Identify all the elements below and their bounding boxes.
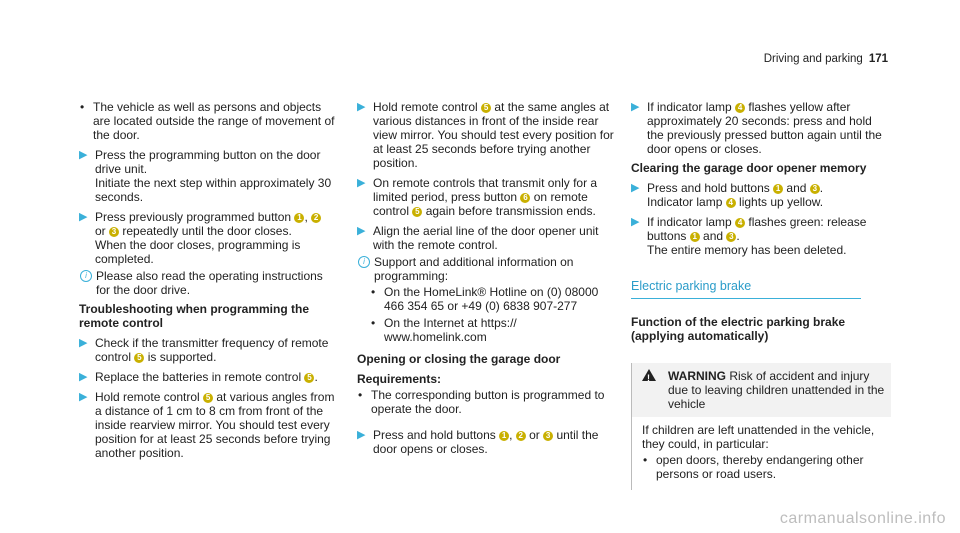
page-header <box>764 53 888 65</box>
callout-number: 4 <box>735 218 745 228</box>
callout-number: 1 <box>499 431 509 441</box>
callout-number: 1 <box>294 213 304 223</box>
callout-number: 3 <box>726 232 736 242</box>
callout-number: 3 <box>810 184 820 194</box>
callout-number: 5 <box>203 393 213 403</box>
callout-number: 4 <box>735 103 745 113</box>
callout-number: 3 <box>543 431 553 441</box>
arrow-icon: ▶ <box>79 391 88 403</box>
info-icon: i <box>80 270 92 282</box>
arrow-icon: ▶ <box>357 177 366 189</box>
callout-number: 3 <box>109 227 119 237</box>
note: i Please also read the operating instructions for the door drive. <box>79 269 339 297</box>
arrow-icon: ▶ <box>79 149 88 161</box>
arrow-icon: ▶ <box>631 101 640 113</box>
info-icon: i <box>358 256 370 268</box>
step: ▶ Press previously programmed button 1 , 2 or 3 repeatedly until the door closes. When the door closes, programming is completed. <box>79 210 339 266</box>
list-item: • The corresponding button is programmed to operate the door. <box>357 388 617 416</box>
step: ▶ Align the aerial line of the door opener unit with the remote control. <box>357 224 599 252</box>
callout-number: 6 <box>520 193 530 203</box>
warning-box: ! WARNING Risk of accident and injury due to leaving children unattended in the vehicle If children are left unattended in the vehicle, they could, in particular: • open doors, thereby endangering other persons or road users. <box>631 363 891 490</box>
step: ▶ Press and hold buttons 1 , 2 or 3 until the door opens or closes. <box>357 428 599 456</box>
step: ▶ Hold remote control 5 at the same angles at various distances in front of the inside rear view mirror. You should test every position for at least 25 seconds before trying another position. <box>357 100 614 170</box>
section-heading: Electric parking brake <box>631 279 861 299</box>
heading: Function of the electric parking brake (applying automatically) <box>631 315 846 343</box>
callout-number: 2 <box>311 213 321 223</box>
subheading: Requirements: <box>357 372 442 386</box>
arrow-icon: ▶ <box>79 371 88 383</box>
step: ▶ Press and hold buttons 1 and 3 . Indicator lamp 4 lights up yellow. <box>631 181 824 209</box>
step: ▶ If indicator lamp 4 flashes yellow after approximately 20 seconds: press and hold the previously pressed button again until the door opens or closes. <box>631 100 882 156</box>
column-3 <box>631 100 891 490</box>
heading: Opening or closing the garage door <box>357 352 561 366</box>
callout-number: 1 <box>690 232 700 242</box>
list-item: • On the HomeLink® Hotline on (0) 08000 466 354 65 or +49 (0) 6838 907-277 <box>357 285 617 313</box>
callout-number: 5 <box>134 353 144 363</box>
callout-number: 1 <box>773 184 783 194</box>
step: ▶ Replace the batteries in remote control 5 . <box>79 370 318 384</box>
arrow-icon: ▶ <box>631 182 640 194</box>
heading: Clearing the garage door opener memory <box>631 161 867 175</box>
arrow-icon: ▶ <box>357 225 366 237</box>
callout-number: 5 <box>481 103 491 113</box>
step: ▶ Press the programming button on the door drive unit. Initiate the next step within approximately 30 seconds. <box>79 148 332 204</box>
callout-number: 5 <box>412 207 422 217</box>
callout-number: 2 <box>516 431 526 441</box>
arrow-icon: ▶ <box>79 337 88 349</box>
watermark: carmanualsonline.info <box>779 510 946 527</box>
arrow-icon: ▶ <box>357 101 366 113</box>
warning-icon: ! <box>642 369 656 381</box>
note: i Support and additional information on programming: <box>357 255 617 283</box>
list-item: • The vehicle as well as persons and objects are located outside the range of movement of the door. <box>79 100 339 142</box>
arrow-icon: ▶ <box>357 429 366 441</box>
list-item: • open doors, thereby endangering other persons or road users. <box>642 453 885 481</box>
column-2 <box>357 100 617 458</box>
page-number: 171 <box>868 53 888 65</box>
column-1 <box>79 100 339 462</box>
section-title: Driving and parking <box>763 53 863 65</box>
arrow-icon: ▶ <box>631 216 640 228</box>
step: ▶ Hold remote control 5 at various angles from a distance of 1 cm to 8 cm from front of the inside rearview mirror. You should test every position for at least 25 seconds before trying another position. <box>79 390 335 460</box>
callout-number: 5 <box>304 373 314 383</box>
arrow-icon: ▶ <box>79 211 88 223</box>
list-item: • On the Internet at https:// www.homelink.com <box>357 316 617 344</box>
step: ▶ If indicator lamp 4 flashes green: release buttons 1 and 3 . The entire memory has been deleted. <box>631 215 867 257</box>
step: ▶ Check if the transmitter frequency of remote control 5 is supported. <box>79 336 329 364</box>
heading: Troubleshooting when programming the remote control <box>79 302 309 330</box>
step: ▶ On remote controls that transmit only for a limited period, press button 6 on remote control 5 again before transmission ends. <box>357 176 598 218</box>
callout-number: 4 <box>726 198 736 208</box>
